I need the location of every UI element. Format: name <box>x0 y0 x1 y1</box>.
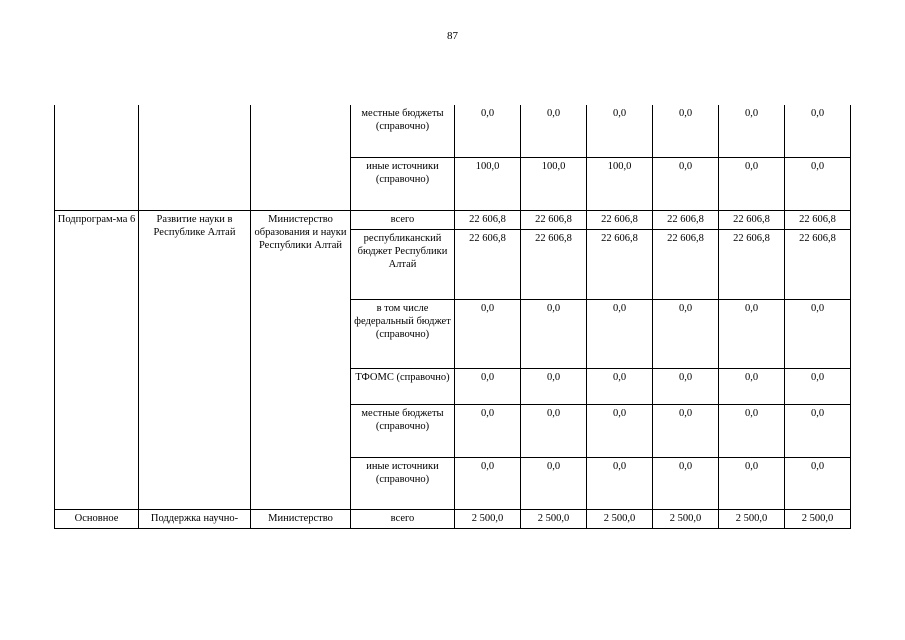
main-event-executor-cell: Министерство <box>251 509 351 528</box>
value-cell: 22 606,8 <box>455 229 521 299</box>
value-cell: 0,0 <box>455 299 521 368</box>
value-cell: 0,0 <box>785 457 851 509</box>
table-row <box>55 509 851 528</box>
value-cell: 22 606,8 <box>653 210 719 229</box>
funding-source-cell: местные бюджеты (справочно) <box>351 404 455 457</box>
value-cell: 22 606,8 <box>521 210 587 229</box>
value-cell: 22 606,8 <box>455 210 521 229</box>
page-number: 87 <box>447 30 458 42</box>
funding-source-cell: в том числе федеральный бюджет (справочно) <box>351 299 455 368</box>
value-cell: 22 606,8 <box>587 229 653 299</box>
value-cell: 100,0 <box>521 157 587 210</box>
value-cell: 22 606,8 <box>719 229 785 299</box>
value-cell: 0,0 <box>587 368 653 404</box>
value-cell: 0,0 <box>719 299 785 368</box>
value-cell: 22 606,8 <box>587 210 653 229</box>
value-cell: 22 606,8 <box>521 229 587 299</box>
continued-code-cell <box>55 105 139 210</box>
value-cell: 2 500,0 <box>785 509 851 528</box>
value-cell: 0,0 <box>719 368 785 404</box>
value-cell: 0,0 <box>455 368 521 404</box>
value-cell: 100,0 <box>455 157 521 210</box>
value-cell: 22 606,8 <box>653 229 719 299</box>
main-event-code-cell: Основное <box>55 509 139 528</box>
value-cell: 0,0 <box>521 105 587 157</box>
value-cell: 100,0 <box>587 157 653 210</box>
funding-source-cell: всего <box>351 210 455 229</box>
value-cell: 22 606,8 <box>785 210 851 229</box>
funding-source-cell: иные источники (справочно) <box>351 157 455 210</box>
value-cell: 22 606,8 <box>785 229 851 299</box>
value-cell: 0,0 <box>785 105 851 157</box>
value-cell: 0,0 <box>653 404 719 457</box>
subprogram-name-cell: Развитие науки в Республике Алтай <box>139 210 251 509</box>
value-cell: 0,0 <box>455 404 521 457</box>
value-cell: 0,0 <box>587 457 653 509</box>
subprogram-code-cell: Подпрограм-ма 6 <box>55 210 139 509</box>
table-row <box>55 105 851 157</box>
value-cell: 0,0 <box>521 457 587 509</box>
value-cell: 0,0 <box>719 105 785 157</box>
value-cell: 0,0 <box>719 457 785 509</box>
value-cell: 2 500,0 <box>521 509 587 528</box>
funding-source-cell: местные бюджеты (справочно) <box>351 105 455 157</box>
funding-source-cell: иные источники (справочно) <box>351 457 455 509</box>
continued-name-cell <box>139 105 251 210</box>
value-cell: 0,0 <box>719 157 785 210</box>
value-cell: 2 500,0 <box>455 509 521 528</box>
value-cell: 0,0 <box>653 457 719 509</box>
value-cell: 22 606,8 <box>719 210 785 229</box>
value-cell: 0,0 <box>587 404 653 457</box>
value-cell: 0,0 <box>653 368 719 404</box>
value-cell: 0,0 <box>785 404 851 457</box>
value-cell: 0,0 <box>653 299 719 368</box>
value-cell: 0,0 <box>587 299 653 368</box>
value-cell: 0,0 <box>455 457 521 509</box>
value-cell: 2 500,0 <box>587 509 653 528</box>
value-cell: 0,0 <box>653 105 719 157</box>
value-cell: 0,0 <box>521 299 587 368</box>
continued-executor-cell <box>251 105 351 210</box>
funding-source-cell: республиканский бюджет Республики Алтай <box>351 229 455 299</box>
value-cell: 2 500,0 <box>719 509 785 528</box>
value-cell: 0,0 <box>521 368 587 404</box>
value-cell: 0,0 <box>653 157 719 210</box>
value-cell: 0,0 <box>785 299 851 368</box>
main-event-name-cell: Поддержка научно- <box>139 509 251 528</box>
funding-source-cell: всего <box>351 509 455 528</box>
value-cell: 0,0 <box>455 105 521 157</box>
value-cell: 0,0 <box>521 404 587 457</box>
value-cell: 2 500,0 <box>653 509 719 528</box>
subprogram-executor-cell: Министерство образования и науки Республики Алтай <box>251 210 351 509</box>
table-row <box>55 210 851 229</box>
value-cell: 0,0 <box>785 157 851 210</box>
funding-source-cell: ТФОМС (справочно) <box>351 368 455 404</box>
value-cell: 0,0 <box>785 368 851 404</box>
value-cell: 0,0 <box>587 105 653 157</box>
budget-table <box>54 105 851 529</box>
value-cell: 0,0 <box>719 404 785 457</box>
